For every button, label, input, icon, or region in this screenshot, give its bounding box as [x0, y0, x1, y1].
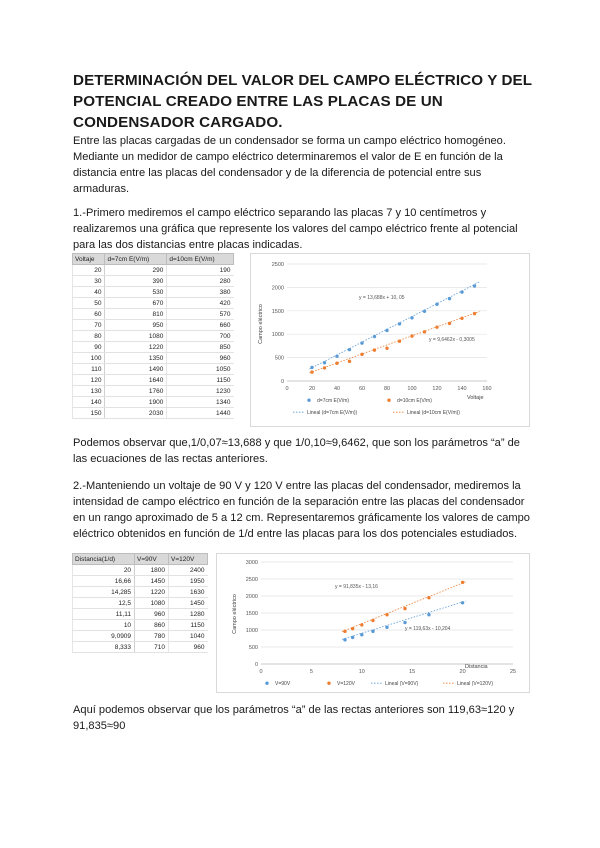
table-cell: 1150: [167, 375, 234, 386]
table-cell: 1900: [105, 397, 167, 408]
table-cell: 10: [73, 620, 135, 631]
legend-marker: [387, 399, 390, 402]
table-row: [73, 576, 208, 587]
table-cell: 1450: [135, 576, 169, 587]
data-point: [335, 362, 338, 365]
x-tick-label: 5: [309, 669, 313, 675]
table-cell: 1630: [169, 587, 208, 598]
table-cell: 9,0909: [73, 631, 135, 642]
data-point: [435, 303, 438, 306]
table-cell: 2030: [105, 408, 167, 419]
y-tick-label: 0: [280, 379, 284, 385]
legend-label: Lineal (d=7cm E(V/m)): [307, 410, 358, 416]
data-point: [348, 348, 351, 351]
y-axis-label: Campo eléctrico: [258, 304, 264, 344]
data-point: [460, 317, 463, 320]
data-point: [371, 630, 374, 633]
table-cell: 860: [135, 620, 169, 631]
table-row: [73, 620, 208, 631]
x-axis-label: Voltaje: [467, 395, 484, 401]
table-row: [73, 565, 208, 576]
x-tick-label: 0: [259, 669, 263, 675]
x-tick-label: 120: [432, 386, 442, 392]
y-tick-label: 2000: [245, 594, 258, 600]
table-header: V=120V: [169, 554, 208, 565]
data-point: [410, 316, 413, 319]
table-cell: 1050: [167, 364, 234, 375]
table-cell: 20: [73, 265, 105, 276]
table-cell: 110: [73, 364, 105, 375]
table-cell: 1450: [169, 598, 208, 609]
table-cell: 1340: [167, 397, 234, 408]
data-point: [473, 312, 476, 315]
x-tick-label: 100: [407, 386, 417, 392]
data-point: [351, 636, 354, 639]
data-point: [360, 353, 363, 356]
table-cell: 1080: [105, 331, 167, 342]
table-cell: 780: [135, 631, 169, 642]
data-point: [385, 613, 388, 616]
voltage-field-table: [72, 253, 234, 419]
data-point: [460, 290, 463, 293]
table-cell: 60: [73, 309, 105, 320]
trendline-equation: y = 119,63x - 10,204: [405, 626, 451, 632]
table-cell: 960: [135, 609, 169, 620]
table-cell: 950: [105, 320, 167, 331]
table-cell: 570: [167, 309, 234, 320]
table-row: [73, 364, 234, 375]
intro-paragraph: Entre las placas cargadas de un condensador se forma un campo eléctrico homogéneo. Mediante un medidor de campo eléctrico determinaremos el valor de E en función de la distancia entre las placas del condensador y de la diferencia de potencial entre sus armaduras.: [73, 135, 506, 195]
y-tick-label: 2500: [245, 577, 258, 583]
table-header: d=7cm E(V/m): [105, 254, 167, 265]
data-point: [360, 341, 363, 344]
data-point: [335, 354, 338, 357]
table-cell: 1800: [135, 565, 169, 576]
data-point: [385, 626, 388, 629]
table-cell: 8,333: [73, 642, 135, 653]
table-cell: 12,5: [73, 598, 135, 609]
data-point: [423, 310, 426, 313]
table-cell: 40: [73, 287, 105, 298]
section2-paragraph: 2.-Manteniendo un voltaje de 90 V y 120 V entre las placas del condensador, mediremos la intensidad de campo eléctrico en función de la separación entre las placas del condensador en un rango aproximado de 5 a 12 cm. Representaremos gráficamente los valores de campo eléctrico obtenidos en función de 1/d entre las placas para los dos potenciales estudiados.: [73, 480, 530, 540]
table-row: [73, 342, 234, 353]
table-row: [73, 397, 234, 408]
legend-label: V=120V: [337, 681, 355, 687]
table-cell: 660: [167, 320, 234, 331]
table-row: [73, 298, 234, 309]
table-cell: 420: [167, 298, 234, 309]
table-cell: 20: [73, 565, 135, 576]
data-point: [373, 348, 376, 351]
table-cell: 700: [167, 331, 234, 342]
table-cell: 2400: [169, 565, 208, 576]
table-row: [73, 353, 234, 364]
x-axis-label: Distancia: [465, 664, 488, 670]
data-point: [343, 638, 346, 641]
table-cell: 280: [167, 276, 234, 287]
data-point: [398, 340, 401, 343]
data-point: [427, 596, 430, 599]
data-point: [323, 366, 326, 369]
table-cell: 1440: [167, 408, 234, 419]
section1-paragraph: 1.-Primero mediremos el campo eléctrico separando las placas 7 y 10 centímetros y realizaremos una gráfica que represente los valores del campo eléctrico frente al potencial para las dos distancias entre placas indicadas.: [73, 207, 518, 251]
y-tick-label: 500: [274, 355, 284, 362]
data-point: [461, 581, 464, 584]
table-cell: 120: [73, 375, 105, 386]
table-cell: 14,285: [73, 587, 135, 598]
table-row: [73, 265, 234, 276]
table-cell: 670: [105, 298, 167, 309]
data-point: [323, 361, 326, 364]
data-point: [385, 347, 388, 350]
x-tick-label: 40: [333, 386, 341, 392]
table-row: [73, 287, 234, 298]
data-point: [310, 370, 313, 373]
chart2-svg: [217, 554, 529, 692]
table-header: Distancia(1/d): [73, 554, 135, 565]
table-cell: 1040: [169, 631, 208, 642]
table-cell: 710: [135, 642, 169, 653]
table-cell: 1760: [105, 386, 167, 397]
y-tick-label: 3000: [245, 560, 258, 566]
x-tick-label: 0: [285, 386, 289, 392]
data-point: [473, 284, 476, 287]
table-cell: 1220: [135, 587, 169, 598]
data-point: [403, 621, 406, 624]
legend-label: Lineal (V=90V): [385, 681, 419, 687]
y-tick-label: 1000: [271, 332, 284, 339]
chart-field-vs-inverse-distance: [216, 553, 530, 693]
section1-conclusion: Podemos observar que,1/0,07≈13,688 y que 1/0,10≈9,6462, que son los parámetros “a” de las ecuaciones de las rectas anteriores.: [73, 437, 520, 465]
y-axis-label: Campo eléctrico: [232, 594, 238, 634]
data-point: [310, 366, 313, 369]
table-cell: 960: [167, 353, 234, 364]
legend-label: Lineal (d=10cm E(V/m)): [407, 410, 460, 416]
table-cell: 16,66: [73, 576, 135, 587]
table-cell: 530: [105, 287, 167, 298]
table-cell: 1220: [105, 342, 167, 353]
legend-label: d=7cm E(V/m): [317, 398, 350, 404]
table-header: V=90V: [135, 554, 169, 565]
x-tick-label: 15: [409, 669, 416, 675]
data-point: [410, 334, 413, 337]
table-row: [73, 276, 234, 287]
data-point: [448, 322, 451, 325]
legend-label: d=10cm E(V/m): [397, 398, 432, 404]
x-tick-label: 80: [383, 386, 391, 392]
y-tick-label: 1000: [245, 628, 258, 634]
x-tick-label: 160: [482, 386, 492, 392]
page-title: DETERMINACIÓN DEL VALOR DEL CAMPO ELÉCTRICO Y DEL POTENCIAL CREADO ENTRE LAS PLACAS DE UN CONDENSADOR CARGADO.: [73, 72, 532, 131]
table-cell: 70: [73, 320, 105, 331]
table-cell: 1950: [169, 576, 208, 587]
data-point: [360, 633, 363, 636]
table-cell: 390: [105, 276, 167, 287]
data-point: [351, 627, 354, 630]
table-row: [73, 386, 234, 397]
table-row: [73, 587, 208, 598]
x-tick-label: 60: [358, 386, 366, 392]
table-cell: 50: [73, 298, 105, 309]
data-point: [461, 601, 464, 604]
table-row: [73, 631, 208, 642]
table-row: [73, 375, 234, 386]
data-point: [448, 297, 451, 300]
data-point: [423, 330, 426, 333]
data-point: [435, 325, 438, 328]
table-cell: 150: [73, 408, 105, 419]
table-cell: 100: [73, 353, 105, 364]
table-cell: 960: [169, 642, 208, 653]
distance-field-table: [72, 553, 208, 653]
data-point: [427, 613, 430, 616]
table-cell: 1280: [169, 609, 208, 620]
chart1-svg: [251, 254, 529, 426]
table-cell: 130: [73, 386, 105, 397]
table-row: [73, 609, 208, 620]
y-tick-label: 1500: [245, 611, 258, 617]
table-cell: 1350: [105, 353, 167, 364]
table-row: [73, 309, 234, 320]
data-point: [343, 630, 346, 633]
table-header: d=10cm E(V/m): [167, 254, 234, 265]
data-point: [403, 607, 406, 610]
table-cell: 1150: [169, 620, 208, 631]
legend-label: Lineal (V=120V): [457, 681, 493, 687]
table-cell: 290: [105, 265, 167, 276]
y-tick-label: 500: [248, 645, 258, 651]
data-point: [398, 322, 401, 325]
x-tick-label: 20: [308, 386, 316, 392]
table-cell: 1640: [105, 375, 167, 386]
table-row: [73, 642, 208, 653]
table-cell: 90: [73, 342, 105, 353]
table-cell: 190: [167, 265, 234, 276]
table-row: [73, 320, 234, 331]
legend-marker: [307, 399, 310, 402]
table-cell: 1080: [135, 598, 169, 609]
x-tick-label: 25: [509, 669, 517, 675]
data-point: [373, 335, 376, 338]
table-cell: 810: [105, 309, 167, 320]
trendline-equation: y = 91,835x - 13,16: [335, 584, 378, 590]
section2-conclusion: Aquí podemos observar que los parámetros “a” de las rectas anteriores son 119,63≈120 y 91,835≈90: [73, 704, 515, 732]
table-cell: 30: [73, 276, 105, 287]
data-point: [348, 360, 351, 363]
x-tick-label: 10: [358, 669, 365, 675]
trendline-equation: y = 9,6462x - 0,3005: [429, 337, 475, 343]
table-header: Voltaje: [73, 254, 105, 265]
y-tick-label: 2500: [271, 262, 284, 268]
table-cell: 1490: [105, 364, 167, 375]
x-tick-label: 140: [457, 386, 467, 392]
table-cell: 140: [73, 397, 105, 408]
table-row: [73, 598, 208, 609]
legend-marker: [265, 682, 268, 685]
table-cell: 380: [167, 287, 234, 298]
data-point: [385, 329, 388, 332]
legend-label: V=90V: [275, 681, 291, 687]
chart-field-vs-voltage: [250, 253, 530, 427]
table-cell: 11,11: [73, 609, 135, 620]
table-cell: 80: [73, 331, 105, 342]
trendline-equation: y = 13,688x + 10, 05: [359, 295, 405, 301]
table-cell: 850: [167, 342, 234, 353]
table-row: [73, 331, 234, 342]
data-point: [371, 619, 374, 622]
data-point: [360, 623, 363, 626]
legend-marker: [327, 682, 330, 685]
y-tick-label: 2000: [271, 285, 284, 292]
table-row: [73, 408, 234, 419]
y-tick-label: 1500: [271, 308, 284, 315]
table-cell: 1230: [167, 386, 234, 397]
x-tick-label: 20: [459, 669, 466, 675]
y-tick-label: 0: [254, 662, 258, 668]
